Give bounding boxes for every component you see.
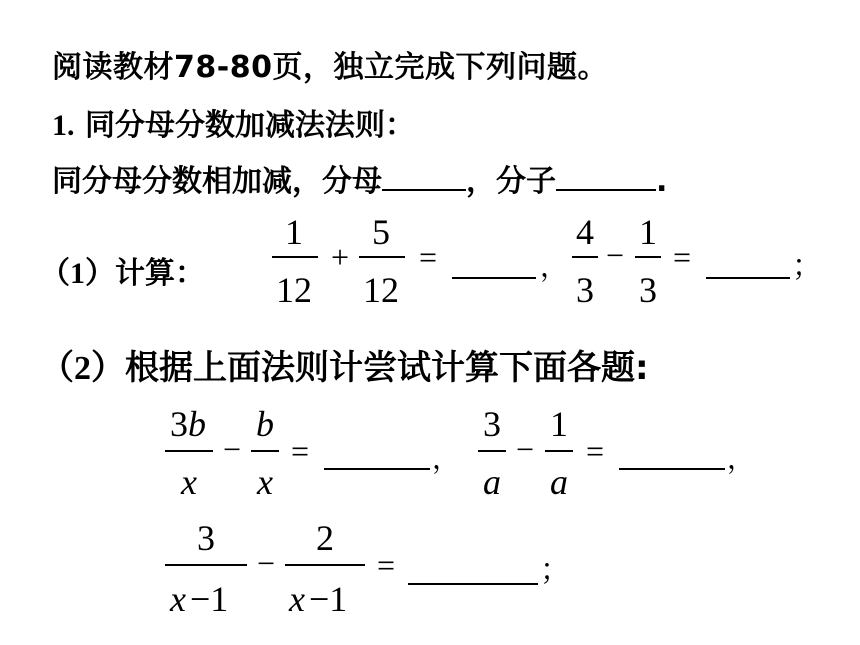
frac5-denominator: x — [181, 462, 197, 502]
minus-sign: − — [256, 545, 276, 581]
frac1-denominator: 12 — [276, 270, 312, 310]
end-semicolon: ； — [540, 554, 570, 587]
heading-number: 1 — [52, 109, 67, 142]
equals-sign: = — [672, 239, 692, 275]
q1-open-paren: （ — [40, 256, 70, 291]
q2-number: 2 — [74, 350, 91, 387]
frac9-denominator — [169, 579, 228, 619]
q2-open-paren: （ — [40, 348, 74, 388]
coefficient: 3 — [170, 404, 188, 444]
frac7-numerator: 3 — [483, 404, 501, 444]
expr-3 — [165, 404, 460, 502]
equals-sign: = — [418, 239, 438, 275]
frac6-numerator: b — [256, 404, 274, 444]
minus-one: −1 — [189, 579, 229, 619]
frac8-denominator: a — [550, 462, 568, 502]
frac8-numerator: 1 — [550, 404, 568, 444]
frac1-numerator: 1 — [285, 212, 303, 252]
minus-sign: − — [222, 431, 242, 467]
rule-part1: 同分母分数相加减，分母 — [52, 164, 382, 199]
end-semicolon: ； — [792, 250, 822, 283]
variable-x: x — [170, 579, 186, 619]
plus-sign: + — [330, 239, 350, 275]
separator-comma: ， — [432, 444, 461, 475]
frac5-numerator — [170, 404, 206, 444]
minus-sign: − — [605, 237, 625, 273]
separator-comma: ， — [540, 252, 569, 283]
frac6-denominator: x — [257, 462, 273, 502]
equals-sign: = — [376, 547, 396, 583]
frac10-denominator — [288, 579, 347, 619]
equals-sign: = — [585, 433, 605, 469]
frac10-numerator: 2 — [316, 518, 334, 558]
expr-5 — [165, 518, 570, 619]
separator-comma: ， — [727, 444, 756, 475]
q1-label-text: ）计算： — [85, 256, 205, 291]
heading-dot: . — [67, 109, 75, 142]
frac2-denominator: 12 — [363, 270, 399, 310]
frac3-denominator: 3 — [576, 270, 594, 310]
frac7-denominator: a — [483, 462, 501, 502]
intro-text: 阅读教材78-80页，独立完成下列问题。 — [52, 50, 608, 85]
frac4-numerator: 1 — [639, 212, 657, 252]
rule-comma: ，分子 — [466, 164, 556, 199]
q2-label-text: ）根据上面法则计尝试计算下面各题: — [91, 348, 649, 388]
heading-text: 同分母分数加减法法则： — [84, 108, 415, 143]
minus-one: −1 — [308, 579, 348, 619]
q1-number: 1 — [70, 257, 85, 290]
frac2-numerator: 5 — [372, 212, 390, 252]
expr-4 — [478, 404, 755, 502]
variable-x: x — [289, 579, 305, 619]
variable-b: b — [188, 404, 206, 444]
equals-sign: = — [290, 433, 310, 469]
expr-1 — [272, 212, 568, 310]
frac4-denominator: 3 — [639, 270, 657, 310]
minus-sign: − — [515, 431, 535, 467]
frac9-numerator: 3 — [197, 518, 215, 558]
frac3-numerator: 4 — [576, 212, 594, 252]
expr-2 — [572, 212, 822, 310]
rule-end: . — [656, 164, 668, 199]
